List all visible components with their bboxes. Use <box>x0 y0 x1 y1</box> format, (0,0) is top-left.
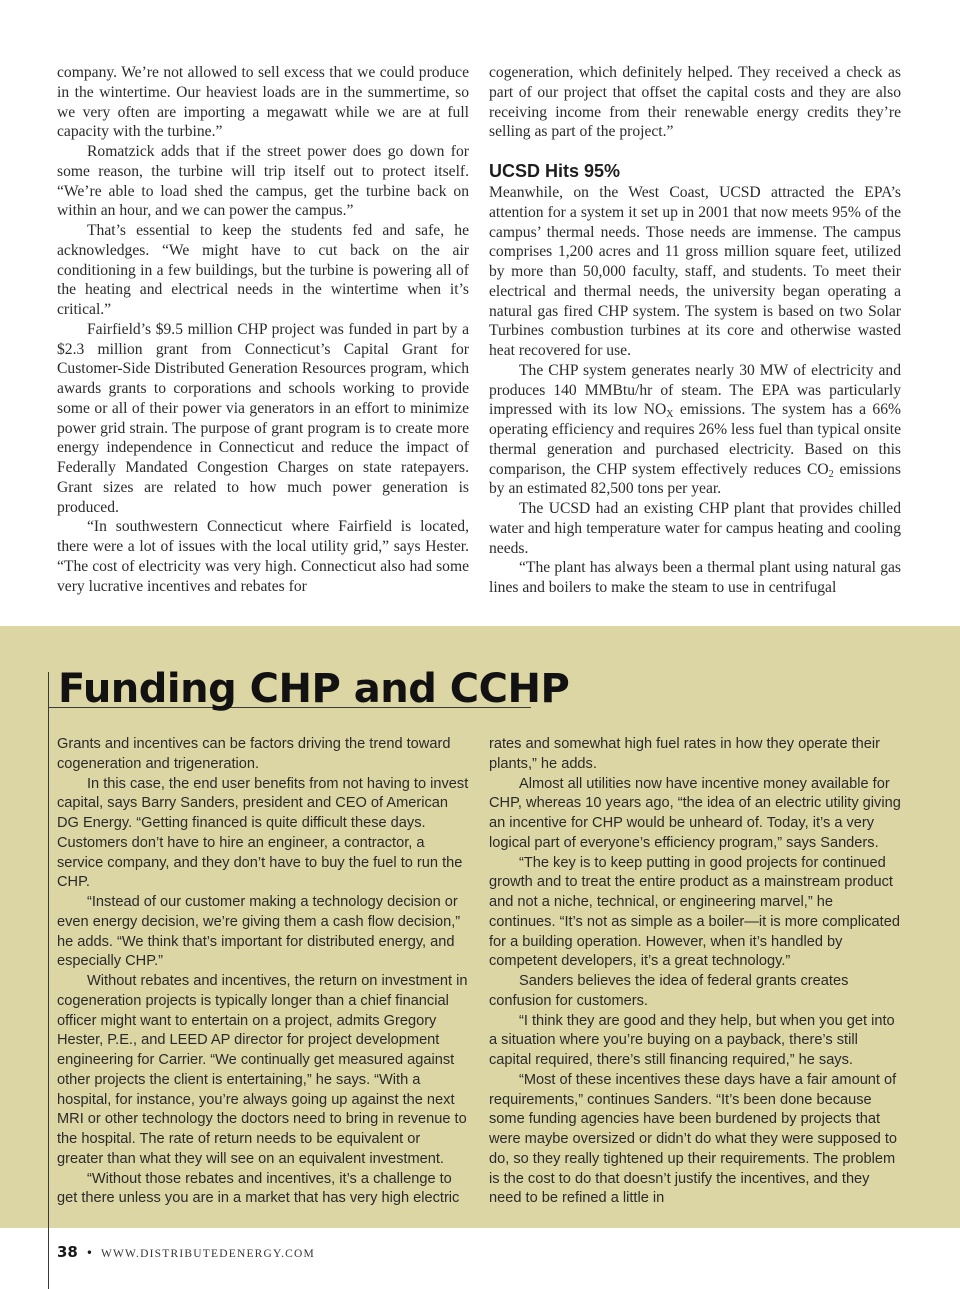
article-paragraph: “The plant has always been a thermal plant using natural gas lines and boilers to make the steam to use in centrifugal <box>489 559 901 596</box>
article-paragraph: Meanwhile, on the West Coast, UCSD attracted the EPA’s attention for a system it set up in 2001 that now meets 95% of the campus’ thermal needs. Those needs are immense. The campus comprises 1,200 acres and 11 gross million square feet, utilized by more than 50,000 faculty, staff, and students. To meet their electrical and thermal needs, the university began operating a natural gas fired CHP system. The system is based on two Solar Turbines combustion turbines at its core and otherwise wasted heat recovered for use. <box>489 184 901 359</box>
article-paragraph: cogeneration, which definitely helped. They received a check as part of our project that offset the capital costs and they are also receiving income from their renewable energy credits they’re selling as part of the project.” <box>489 64 901 141</box>
sidebar-title: Funding CHP and CCHP <box>58 666 570 712</box>
article-right-column <box>489 63 901 598</box>
sidebar-paragraph: Almost all utilities now have incentive money available for CHP, whereas 10 years ago, “the idea of an electric utility giving an incentive for CHP would be unheard of. Today, it’s a very logical part of everyone’s efficiency program,” says Sanders. <box>489 775 901 851</box>
article-paragraph: Fairfield’s $9.5 million CHP project was funded in part by a $2.3 million grant from Connecticut’s Capital Grant for Customer-Side Distributed Generation Resources program, which awards grants to corporations and schools working to provide some or all of their power via generators in an effort to minimize power grid strain. The purpose of grant program is to create more energy independence in Connecticut and reduce the impact of Federally Mandated Congestion Charges on state ratepayers. Grant sizes are related to how much power generation is produced. <box>57 320 469 516</box>
article-paragraph: That’s essential to keep the students fed and safe, he acknowledges. “We might have to cut back on the air conditioning in a few buildings, but the turbine is powering all of the heating and electrical needs in the wintertime when it’s critical.” <box>57 222 469 318</box>
text-run: emissions by an estimated 82,500 tons per year. <box>489 460 902 498</box>
sidebar-paragraph: Grants and incentives can be factors driving the trend toward cogeneration and trigeneration. <box>57 736 451 772</box>
article-paragraph: “In southwestern Connecticut where Fairfield is located, there were a lot of issues with the local utility grid,” says Hester. “The cost of electricity was very high. Connecticut also had some very lucrative incentives and rebates for <box>57 518 469 595</box>
subscript: 2 <box>828 468 834 480</box>
page-footer <box>57 1243 315 1261</box>
sidebar-paragraph: “I think they are good and they help, but when you get into a situation where you’re buying on a payback, there’s still capital required, there’s still financing required,” he says. <box>489 1012 895 1068</box>
section-subhead: UCSD Hits 95% <box>489 161 621 181</box>
sidebar-paragraph: “Without those rebates and incentives, it’s a challenge to get there unless you are in a market that has very high electric <box>57 1170 460 1207</box>
sidebar-paragraph: rates and somewhat high fuel rates in how they operate their plants,” he adds. <box>489 736 881 772</box>
article-paragraph: Romatzick adds that if the street power does go down for some reason, the turbine will trip itself out to protect itself. “We’re able to load shed the campus, get the turbine back on within an hour, and we can power the campus.” <box>57 143 469 220</box>
sidebar-right-column <box>489 735 901 1209</box>
vertical-rule <box>48 672 49 1289</box>
sidebar-paragraph: Sanders believes the idea of federal grants creates confusion for customers. <box>489 973 849 1009</box>
article-paragraph: company. We’re not allowed to sell excess that we could produce in the wintertime. Our heaviest loads are in the summertime, so we very often are importing a megawatt while we are at full capacity with the turbine.” <box>57 64 469 141</box>
sidebar-left-column <box>57 735 469 1209</box>
article-left-column <box>57 63 469 596</box>
subscript: X <box>666 409 674 421</box>
sidebar-paragraph: “Instead of our customer making a technology decision or even energy decision, we’re giving them a cash flow decision,” he adds. “We think that’s important for distributed energy, and especially CHP.” <box>57 894 461 970</box>
article-paragraph <box>489 361 901 499</box>
sidebar-paragraph: “Most of these incentives these days have a fair amount of requirements,” continues Sanders. “It’s been done because some funding agencies have been burdened by projects that were maybe oversized or didn’t do what they were supposed to do, so they really tightened up their requirements. The problem is the cost to do that doesn’t justify the incentives, and they need to be refined a little in <box>489 1071 898 1207</box>
website-link[interactable]: WWW.DISTRIBUTEDENERGY.COM <box>100 1248 315 1260</box>
sidebar-paragraph: “The key is to keep putting in good projects for continued growth and to treat the entire product as a mainstream product and not a niche, technical, or engineering marvel,” he continues. “It’s not as simple as a boiler—it is more complicated for a building operation. However, when it’s handled by competent developers, it’s a great technology.” <box>489 854 900 970</box>
sidebar-paragraph: In this case, the end user benefits from not having to invest capital, says Barry Sanders, president and CEO of American DG Energy. “Getting financed is quite difficult these days. Customers don’t have to hire an engineer, a contractor, a service company, and they don’t have to buy the fuel to run the CHP. <box>57 775 469 891</box>
article-paragraph: The UCSD had an existing CHP plant that provides chilled water and high temperature water for campus heating and cooling needs. <box>489 500 901 557</box>
bullet-separator: • <box>85 1246 93 1260</box>
text-run: emissions. The system has a 66% operating efficiency and requires 26% less fuel than typical onsite thermal generation and purchased electricity. Based on this comparison, the CHP system effectively reduces CO <box>489 401 902 478</box>
sidebar-paragraph: Without rebates and incentives, the return on investment in cogeneration projects is typically longer than a chief financial officer might want to entertain on a project, admits Gregory Hester, P.E., and LEED AP director for project development engineering for Carrier. “We continually get measured against other projects the client is entertaining,” he says. “With a hospital, for instance, you’re always going up against the next MRI or other technology the doctors need to bring in revenue to the hospital. The rate of return needs to be equivalent or greater than what they will see on an equivalent investment. <box>57 973 468 1167</box>
text-run: The CHP system generates nearly 30 MW of electricity and produces 140 MMBtu/hr of steam. The EPA was particularly impressed with its low NO <box>489 361 901 419</box>
page-number: 38 <box>57 1243 78 1261</box>
